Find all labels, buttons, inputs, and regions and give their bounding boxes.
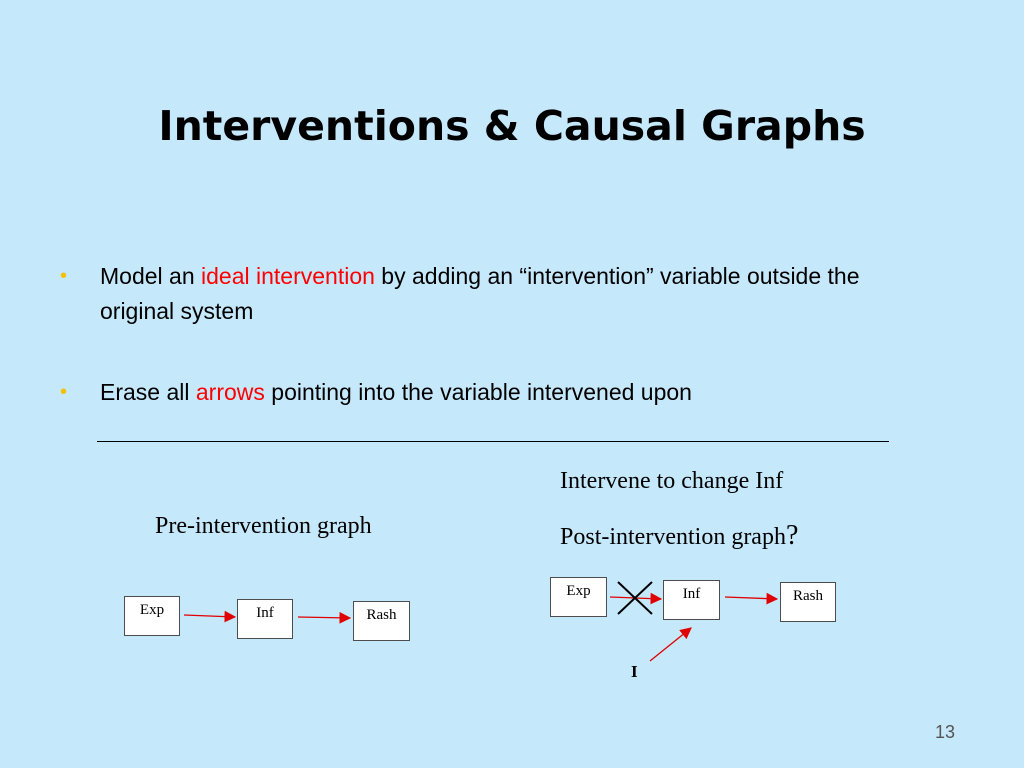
post-edge-inf-rash	[725, 597, 777, 599]
post-node-inf: Inf	[663, 580, 720, 620]
post-graph-caption-line2: Post-intervention graph?	[560, 520, 799, 551]
bullet-text: Model an ideal intervention by adding an “intervention” variable outside the original system	[100, 263, 860, 324]
highlight-text: ideal intervention	[201, 263, 375, 289]
pre-node-rash: Rash	[353, 601, 410, 641]
pre-edge-inf-rash	[298, 617, 350, 618]
highlight-text: arrows	[195, 379, 265, 405]
bullet-marker: •	[60, 265, 68, 287]
bullet-marker: •	[60, 381, 68, 403]
pre-graph-caption: Pre-intervention graph	[155, 513, 372, 539]
post-node-rash: Rash	[780, 582, 836, 622]
intervention-variable-label: I	[631, 662, 638, 681]
post-edge-i-inf	[650, 628, 691, 661]
page-title: Interventions & Causal Graphs	[158, 102, 866, 150]
pre-node-inf: Inf	[237, 599, 293, 639]
pre-edge-exp-inf	[184, 615, 235, 617]
post-graph-caption-line1: Intervene to change Inf	[560, 468, 784, 494]
bullet-text: Erase all arrows pointing into the variable intervened upon	[100, 379, 692, 405]
pre-node-exp: Exp	[124, 596, 180, 636]
post-node-exp: Exp	[550, 577, 607, 617]
slide-number: 13	[935, 722, 956, 742]
